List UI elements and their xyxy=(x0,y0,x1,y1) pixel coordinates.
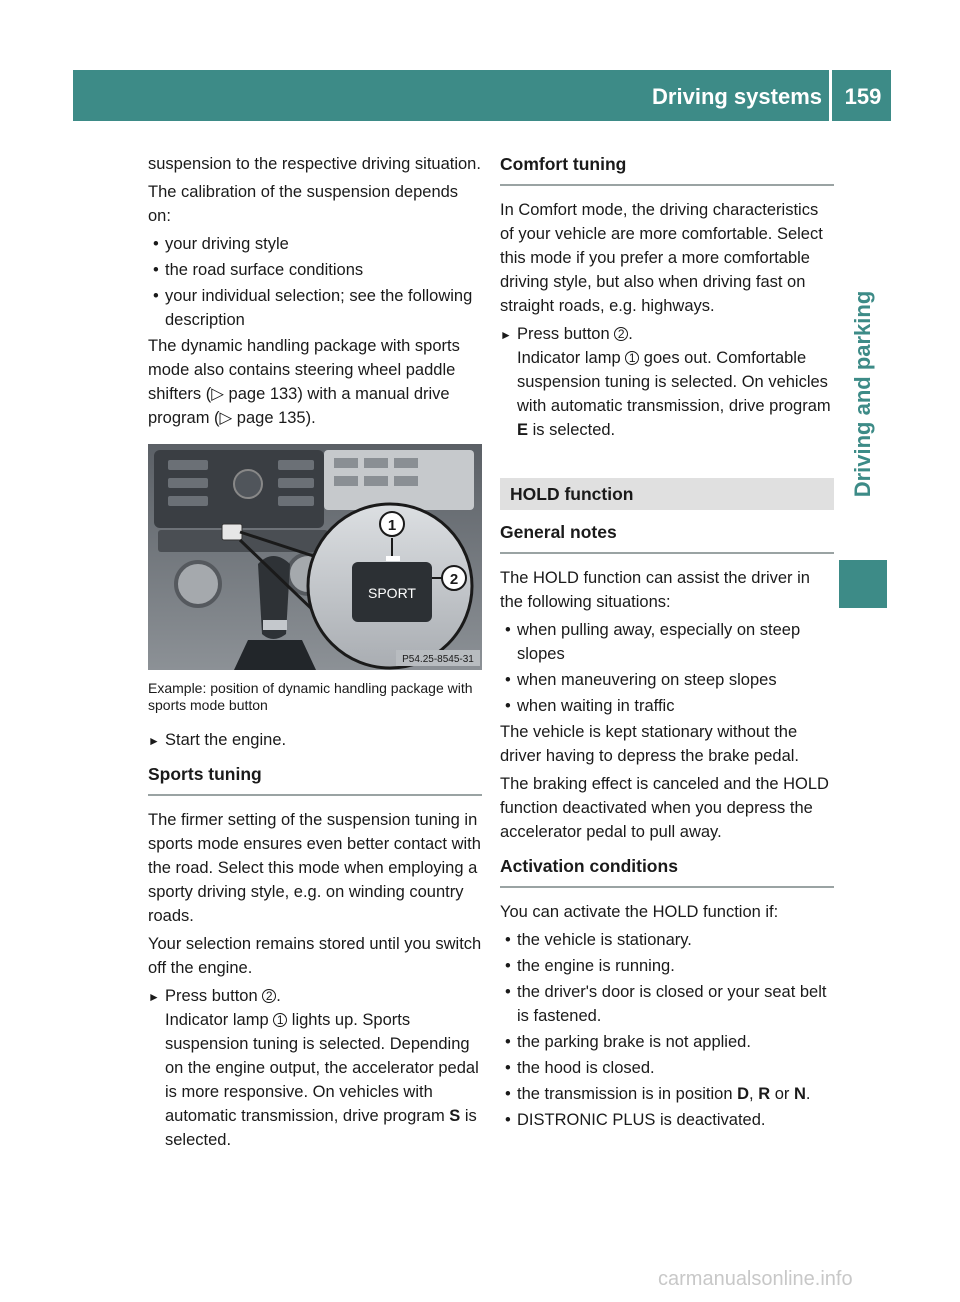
list-text: or xyxy=(770,1085,794,1103)
paragraph: The dynamic handling package with sports mode also contains steering wheel paddle shifters (▷ page 133) with a manual drive program (▷ page 135). xyxy=(148,337,460,427)
drive-program-label: E xyxy=(517,421,529,439)
list-item: • the vehicle is stationary. xyxy=(500,928,834,952)
step-text: Start the engine. xyxy=(165,731,287,749)
list-item: • your driving style xyxy=(148,232,482,256)
dashboard-photo xyxy=(148,444,482,670)
step-text: is selected. xyxy=(528,421,616,439)
step-text: Press button xyxy=(165,987,263,1005)
list-text: . xyxy=(805,1085,811,1103)
paragraph: suspension to the respective driving situation. xyxy=(148,155,481,173)
section-heading: Activation conditions xyxy=(500,854,834,888)
step-text: is selected. xyxy=(165,1107,477,1149)
chapter-tab xyxy=(839,249,887,539)
callout-2: 2 xyxy=(449,571,459,588)
paragraph: The calibration of the suspension depends on: xyxy=(148,183,459,225)
step-text: Indicator lamp xyxy=(517,349,626,367)
section-heading: Comfort tuning xyxy=(500,152,834,186)
list-item: • the engine is running. xyxy=(500,954,834,978)
sport-button-label: SPORT xyxy=(368,585,416,601)
dashboard-illustration xyxy=(148,444,482,670)
paragraph: Your selection remains stored until you switch off the engine. xyxy=(148,935,482,977)
step-text: Press button xyxy=(517,325,615,343)
section-heading: General notes xyxy=(500,520,834,554)
list-item: • the driver's door is closed or your seat belt is fastened. xyxy=(500,980,834,1028)
paragraph: The HOLD function can assist the driver in the following situations: xyxy=(500,569,810,611)
list-item: • your individual selection; see the following description xyxy=(148,284,482,332)
list-item: • the road surface conditions xyxy=(148,258,482,282)
list-item xyxy=(500,1082,834,1106)
left-column xyxy=(148,152,482,1156)
list-item: • the parking brake is not applied. xyxy=(500,1030,834,1054)
step-text: . xyxy=(628,325,633,343)
chapter-tab-label: Driving and parking xyxy=(850,290,875,498)
list-item: • DISTRONIC PLUS is deactivated. xyxy=(500,1108,834,1132)
step-arrow-icon: ► xyxy=(148,990,160,1004)
list-item: • when pulling away, especially on steep slopes xyxy=(500,618,834,666)
callout-ref: 2 xyxy=(262,989,276,1003)
section-title: Driving systems xyxy=(652,84,822,109)
instruction-step xyxy=(500,322,834,442)
instruction-step xyxy=(148,984,482,1152)
chapter-marker xyxy=(839,560,887,608)
paragraph: The vehicle is kept stationary without the driver having to depress the brake pedal. xyxy=(500,723,800,765)
list-text: the transmission is in position xyxy=(517,1085,738,1103)
instruction-step xyxy=(148,728,482,752)
gear-position: N xyxy=(793,1085,806,1103)
step-text: goes out. Comfortable suspension tuning is selected. On vehicles with automatic transmission, drive program xyxy=(517,349,831,415)
figure-code: P54.25-8545-31 xyxy=(402,654,474,665)
callout-ref: 1 xyxy=(625,351,639,365)
callout-ref: 2 xyxy=(614,327,628,341)
step-text: Indicator lamp xyxy=(165,1011,274,1029)
gear-position: R xyxy=(758,1085,771,1103)
shaded-section-heading: HOLD function xyxy=(500,478,834,510)
page-number: 159 xyxy=(844,84,882,109)
step-text: lights up. Sports suspension tuning is selected. Depending on the engine output, the accelerator pedal is more responsive. On vehicles with automatic transmission, drive program xyxy=(165,1011,479,1125)
step-arrow-icon: ► xyxy=(148,734,160,748)
figure-caption: Example: position of dynamic handling package with sports mode button xyxy=(148,680,473,713)
paragraph: In Comfort mode, the driving characteristics of your vehicle are more comfortable. Select this mode if you prefer a more comfortable driving style, but also when driving fast on straight roads, e.g. highways. xyxy=(500,201,823,315)
step-text: . xyxy=(276,987,281,1005)
gear-position: D xyxy=(737,1085,750,1103)
watermark: carmanualsonline.info xyxy=(658,1268,853,1290)
section-heading: Sports tuning xyxy=(148,762,482,796)
paragraph: You can activate the HOLD function if: xyxy=(500,903,779,921)
list-item: • when waiting in traffic xyxy=(500,694,834,718)
paragraph: The firmer setting of the suspension tuning in sports mode ensures even better contact with the road. Select this mode when employing a sporty driving style, e.g. on winding country roads. xyxy=(148,811,481,925)
list-item: • the hood is closed. xyxy=(500,1056,834,1080)
callout-1: 1 xyxy=(387,517,397,534)
step-arrow-icon: ► xyxy=(500,328,512,342)
right-column xyxy=(500,152,834,1134)
paragraph: The braking effect is canceled and the HOLD function deactivated when you depress the accelerator pedal to pull away. xyxy=(500,775,829,841)
list-text: , xyxy=(749,1085,759,1103)
header-divider xyxy=(829,70,832,121)
callout-ref: 1 xyxy=(273,1013,287,1027)
list-item: • when maneuvering on steep slopes xyxy=(500,668,834,692)
drive-program-label: S xyxy=(449,1107,461,1125)
